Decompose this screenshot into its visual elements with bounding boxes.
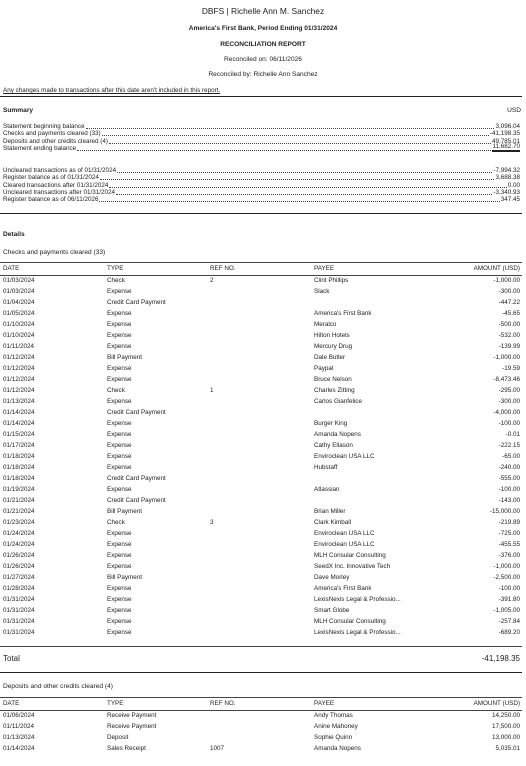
deposits-head-bottom-rule	[0, 710, 522, 711]
table-row	[3, 627, 520, 638]
cell-type: Expense	[107, 321, 132, 328]
cell-date: 01/10/2024	[3, 332, 35, 339]
cell-amount: -1,005.00	[493, 607, 520, 614]
cell-type: Expense	[107, 310, 132, 317]
dot-leader	[99, 200, 499, 202]
cell-date: 01/21/2024	[3, 497, 35, 504]
cell-date: 01/24/2024	[3, 541, 35, 548]
summary-row	[3, 144, 520, 152]
cell-amount: -143.00	[498, 497, 520, 504]
cell-amount: -219.89	[498, 519, 520, 526]
cell-payee: SeedX Inc. Innovative Tech	[314, 563, 391, 570]
checks-total-bottom-rule	[0, 672, 522, 673]
cell-payee: Amanda Nopens	[314, 745, 361, 752]
cell-type: Expense	[107, 596, 132, 603]
deposits-table	[3, 698, 520, 754]
cell-date: 01/17/2024	[3, 442, 35, 449]
table-row	[3, 451, 520, 462]
cell-date: 01/28/2024	[3, 585, 35, 592]
cell-payee: Clark Kimball	[314, 519, 352, 526]
table-row	[3, 561, 520, 572]
total-value: -41,198.35	[481, 654, 520, 663]
cell-date: 01/31/2024	[3, 607, 35, 614]
col-payee-header: PAYEE	[314, 700, 335, 707]
table-row	[3, 407, 520, 418]
cell-amount: -1,000.00	[493, 354, 520, 361]
cell-date: 01/31/2024	[3, 596, 35, 603]
cell-type: Expense	[107, 618, 132, 625]
cell-amount: -455.55	[498, 541, 520, 548]
col-ref-header: REF NO.	[210, 265, 236, 272]
reconciled-on: Reconciled on: 06/11/2026	[224, 56, 302, 63]
cell-date: 01/03/2024	[3, 277, 35, 284]
summary-row-label: Deposits and other credits cleared (4)	[3, 137, 108, 145]
table-row	[3, 396, 520, 407]
table-header	[3, 263, 520, 274]
cell-type: Expense	[107, 464, 132, 471]
cell-payee: Charles Zitting	[314, 387, 355, 394]
summary-row-value: -7,994.32	[493, 167, 520, 174]
currency-label: USD	[507, 107, 521, 114]
col-payee-header: PAYEE	[314, 265, 335, 272]
cell-amount: -391.80	[498, 596, 520, 603]
cell-type: Receive Payment	[107, 723, 157, 730]
cell-date: 01/03/2024	[3, 288, 35, 295]
cell-type: Bill Payment	[107, 508, 142, 515]
cell-payee: America's First Bank	[314, 310, 372, 317]
table-row	[3, 363, 520, 374]
table-row	[3, 429, 520, 440]
cell-payee: Burger King	[314, 420, 348, 427]
cell-date: 01/27/2024	[3, 574, 35, 581]
cell-date: 01/14/2024	[3, 420, 35, 427]
cell-ref-no: 3	[210, 519, 214, 526]
cell-date: 01/14/2024	[3, 409, 35, 416]
cell-payee: America's First Bank	[314, 585, 372, 592]
cell-amount: 13,000.00	[491, 734, 520, 741]
cell-payee: Mercury Drug	[314, 343, 353, 350]
cell-amount: 14,250.00	[491, 712, 520, 719]
table-row	[3, 616, 520, 627]
cell-date: 01/26/2024	[3, 563, 35, 570]
cell-payee: Slack	[314, 288, 330, 295]
table-row	[3, 583, 520, 594]
cell-type: Expense	[107, 431, 132, 438]
col-date-header: DATE	[3, 700, 20, 707]
cell-amount: 5,035.01	[495, 745, 520, 752]
summary-row-value: 49,785.01	[491, 137, 520, 145]
table-row	[3, 594, 520, 605]
cell-amount: -19.59	[502, 365, 520, 372]
cell-date: 01/13/2024	[3, 398, 35, 405]
cell-payee: Enviroclean USA LLC	[314, 453, 375, 460]
checks-head-bottom-rule	[0, 275, 522, 276]
col-type-header: TYPE	[107, 265, 124, 272]
cell-amount: -300.00	[498, 288, 520, 295]
cell-date: 01/12/2024	[3, 354, 35, 361]
cell-payee: Dave Morley	[314, 574, 350, 581]
table-row	[3, 418, 520, 429]
summary-row-value: -41,198.35	[489, 130, 520, 138]
table-row	[3, 462, 520, 473]
cell-ref-no: 1007	[210, 745, 225, 752]
cell-date: 01/12/2024	[3, 387, 35, 394]
cell-payee: Atlassian	[314, 486, 340, 493]
bank-period: America's First Bank, Period Ending 01/31/2024	[188, 25, 338, 32]
summary-row-value: 3,096.04	[495, 123, 520, 130]
table-row	[3, 732, 520, 743]
table-row	[3, 710, 520, 721]
cell-date: 01/19/2024	[3, 486, 35, 493]
total-label: Total	[3, 654, 20, 663]
cell-amount: -257.84	[498, 618, 520, 625]
cell-payee: LexisNexis Legal & Professio...	[314, 596, 401, 603]
cell-type: Deposit	[107, 734, 129, 741]
cell-type: Credit Card Payment	[107, 497, 166, 504]
cell-type: Expense	[107, 453, 132, 460]
table-row	[3, 517, 520, 528]
col-amount-header: AMOUNT (USD)	[473, 700, 520, 707]
table-row	[3, 352, 520, 363]
cell-amount: -376.00	[498, 552, 520, 559]
table-header	[3, 698, 520, 709]
table-row	[3, 330, 520, 341]
summary-row-label: Uncleared transactions as of 01/31/2024	[3, 167, 117, 174]
cell-payee: Meralco	[314, 321, 337, 328]
table-row	[3, 528, 520, 539]
cell-type: Expense	[107, 541, 132, 548]
dot-leader	[77, 149, 491, 151]
cell-date: 01/14/2024	[3, 745, 35, 752]
summary-row-label: Uncleared transactions after 01/31/2024	[3, 188, 116, 196]
cell-amount: -0.01	[505, 431, 520, 438]
summary-divider	[0, 213, 522, 214]
cell-date: 01/18/2024	[3, 453, 35, 460]
cell-type: Credit Card Payment	[107, 475, 166, 482]
cell-amount: -15,000.00	[489, 508, 520, 515]
cell-amount: -8,473.46	[493, 376, 520, 383]
cell-amount: -240.00	[498, 464, 520, 471]
col-ref-header: REF NO.	[210, 700, 236, 707]
cell-payee: Paypal	[314, 365, 334, 372]
col-amount-header: AMOUNT (USD)	[473, 265, 520, 272]
cell-amount: -65.00	[502, 453, 520, 460]
cell-type: Expense	[107, 563, 132, 570]
cell-payee: Bruce Nelson	[314, 376, 352, 383]
summary-row-label: Register balance as of 06/11/2026	[3, 196, 99, 204]
cell-payee: Clint Phillips	[314, 277, 349, 284]
cell-payee: MLH Consular Consulting	[314, 552, 386, 559]
cell-amount: -555.00	[498, 475, 520, 482]
cell-amount: -222.15	[498, 442, 520, 449]
cell-type: Credit Card Payment	[107, 409, 166, 416]
cell-date: 01/18/2024	[3, 464, 35, 471]
table-row	[3, 572, 520, 583]
cell-type: Expense	[107, 530, 132, 537]
checks-table	[3, 263, 520, 638]
details-title: Details	[3, 231, 25, 238]
summary-row	[3, 195, 520, 203]
cell-date: 01/21/2024	[3, 508, 35, 515]
table-row	[3, 275, 520, 286]
cell-date: 01/12/2024	[3, 376, 35, 383]
cell-type: Check	[107, 277, 125, 284]
cell-payee: Dale Butler	[314, 354, 346, 361]
cell-payee: Enviroclean USA LLC	[314, 530, 375, 537]
cell-type: Check	[107, 387, 125, 394]
changes-note: Any changes made to transactions after this date aren't included in this report.	[3, 87, 221, 94]
cell-payee: MLH Consular Consulting	[314, 618, 386, 625]
cell-amount: -689.20	[498, 629, 520, 636]
summary-row-value: 0.00	[507, 181, 520, 189]
checks-total-top-rule	[0, 646, 522, 647]
summary-title: Summary	[3, 107, 34, 114]
cell-amount: -100.00	[498, 585, 520, 592]
cell-type: Expense	[107, 420, 132, 427]
cell-type: Expense	[107, 288, 132, 295]
cell-payee: Amanda Nopens	[314, 431, 361, 438]
cell-date: 01/11/2024	[3, 343, 35, 350]
header-divider	[0, 96, 522, 97]
cell-amount: -725.00	[498, 530, 520, 537]
cell-amount: -45.65	[502, 310, 520, 317]
cell-type: Bill Payment	[107, 354, 142, 361]
cell-payee: Andy Thomas	[314, 712, 353, 719]
cell-payee: Carlos Gianfelice	[314, 398, 362, 405]
summary-row-label: Checks and payments cleared (33)	[3, 130, 101, 138]
cell-type: Credit Card Payment	[107, 299, 166, 306]
cell-type: Expense	[107, 365, 132, 372]
cell-payee: LexisNexis Legal & Professio...	[314, 629, 401, 636]
cell-type: Expense	[107, 629, 132, 636]
cell-date: 01/23/2024	[3, 519, 35, 526]
table-row	[3, 550, 520, 561]
cell-amount: -139.99	[498, 343, 520, 350]
cell-payee: Hilton Hotels	[314, 332, 350, 339]
cell-amount: -100.00	[498, 486, 520, 493]
cell-date: 01/12/2024	[3, 365, 35, 372]
cell-type: Sales Receipt	[107, 745, 146, 752]
cell-date: 01/04/2024	[3, 299, 35, 306]
cell-amount: -100.00	[498, 420, 520, 427]
summary-row-value: -3,340.93	[493, 188, 520, 196]
cell-date: 01/11/2024	[3, 723, 35, 730]
table-row	[3, 385, 520, 396]
table-row	[3, 506, 520, 517]
cell-amount: -1,000.00	[493, 277, 520, 284]
company-name: DBFS | Richelle Ann M. Sanchez	[201, 6, 325, 16]
summary-row-value: 3,688.38	[495, 174, 520, 182]
reconciled-by: Reconciled by: Richelle Ann Sanchez	[208, 71, 318, 78]
cell-type: Expense	[107, 376, 132, 383]
cell-date: 01/26/2024	[3, 552, 35, 559]
table-row	[3, 605, 520, 616]
cell-payee: Anine Mahoney	[314, 723, 358, 730]
cell-type: Expense	[107, 442, 132, 449]
cell-date: 01/05/2024	[3, 310, 35, 317]
summary-row-value: 11,682.70	[492, 142, 520, 150]
cell-date: 01/10/2024	[3, 321, 35, 328]
cell-amount: -447.22	[498, 299, 520, 306]
summary-row-label: Statement beginning balance	[3, 123, 85, 130]
cell-date: 01/18/2024	[3, 475, 35, 482]
col-type-header: TYPE	[107, 700, 124, 707]
cell-type: Expense	[107, 486, 132, 493]
table-row	[3, 374, 520, 385]
cell-type: Expense	[107, 585, 132, 592]
table-row	[3, 743, 520, 754]
cell-date: 01/31/2024	[3, 629, 35, 636]
cell-ref-no: 2	[210, 277, 214, 284]
col-date-header: DATE	[3, 265, 20, 272]
cell-type: Expense	[107, 398, 132, 405]
table-row	[3, 286, 520, 297]
cell-type: Expense	[107, 552, 132, 559]
cell-date: 01/06/2024	[3, 712, 35, 719]
cell-payee: Hubstaff	[314, 464, 338, 471]
table-row	[3, 341, 520, 352]
cell-date: 01/24/2024	[3, 530, 35, 537]
checks-section-title: Checks and payments cleared (33)	[3, 249, 106, 256]
cell-amount: -532.00	[498, 332, 520, 339]
cell-date: 01/31/2024	[3, 618, 35, 625]
table-row	[3, 297, 520, 308]
cell-payee: Smart Globe	[314, 607, 350, 614]
cell-type: Bill Payment	[107, 574, 142, 581]
table-row	[3, 473, 520, 484]
cell-date: 01/13/2024	[3, 734, 35, 741]
table-row	[3, 440, 520, 451]
cell-amount: 17,500.00	[491, 723, 520, 730]
cell-amount: -300.00	[498, 398, 520, 405]
summary-row-label: Statement ending balance	[3, 144, 77, 152]
table-row	[3, 539, 520, 550]
cell-amount: -1,000.00	[493, 563, 520, 570]
table-row	[3, 484, 520, 495]
table-row	[3, 319, 520, 330]
summary-row-label: Register balance as of 01/31/2024	[3, 174, 99, 182]
cell-amount: -295.00	[498, 387, 520, 394]
cell-payee: Enviroclean USA LLC	[314, 541, 375, 548]
cell-date: 01/15/2024	[3, 431, 35, 438]
cell-type: Expense	[107, 332, 132, 339]
deposits-section-title: Deposits and other credits cleared (4)	[3, 683, 113, 690]
cell-payee: Sophie Quinn	[314, 734, 353, 741]
cell-amount: -2,500.00	[493, 574, 520, 581]
cell-type: Receive Payment	[107, 712, 157, 719]
cell-type: Check	[107, 519, 125, 526]
table-row	[3, 495, 520, 506]
cell-payee: Cathy Ellason	[314, 442, 353, 449]
table-row	[3, 308, 520, 319]
cell-amount: -500.00	[498, 321, 520, 328]
cell-ref-no: 1	[210, 387, 214, 394]
summary-row-value: 347.45	[500, 196, 520, 204]
cell-amount: -4,000.00	[493, 409, 520, 416]
cell-type: Expense	[107, 343, 132, 350]
cell-type: Expense	[107, 607, 132, 614]
cell-payee: Brian Miller	[314, 508, 346, 515]
table-row	[3, 721, 520, 732]
summary-row-label: Cleared transactions after 01/31/2024	[3, 181, 109, 189]
report-title: RECONCILIATION REPORT	[220, 41, 306, 48]
